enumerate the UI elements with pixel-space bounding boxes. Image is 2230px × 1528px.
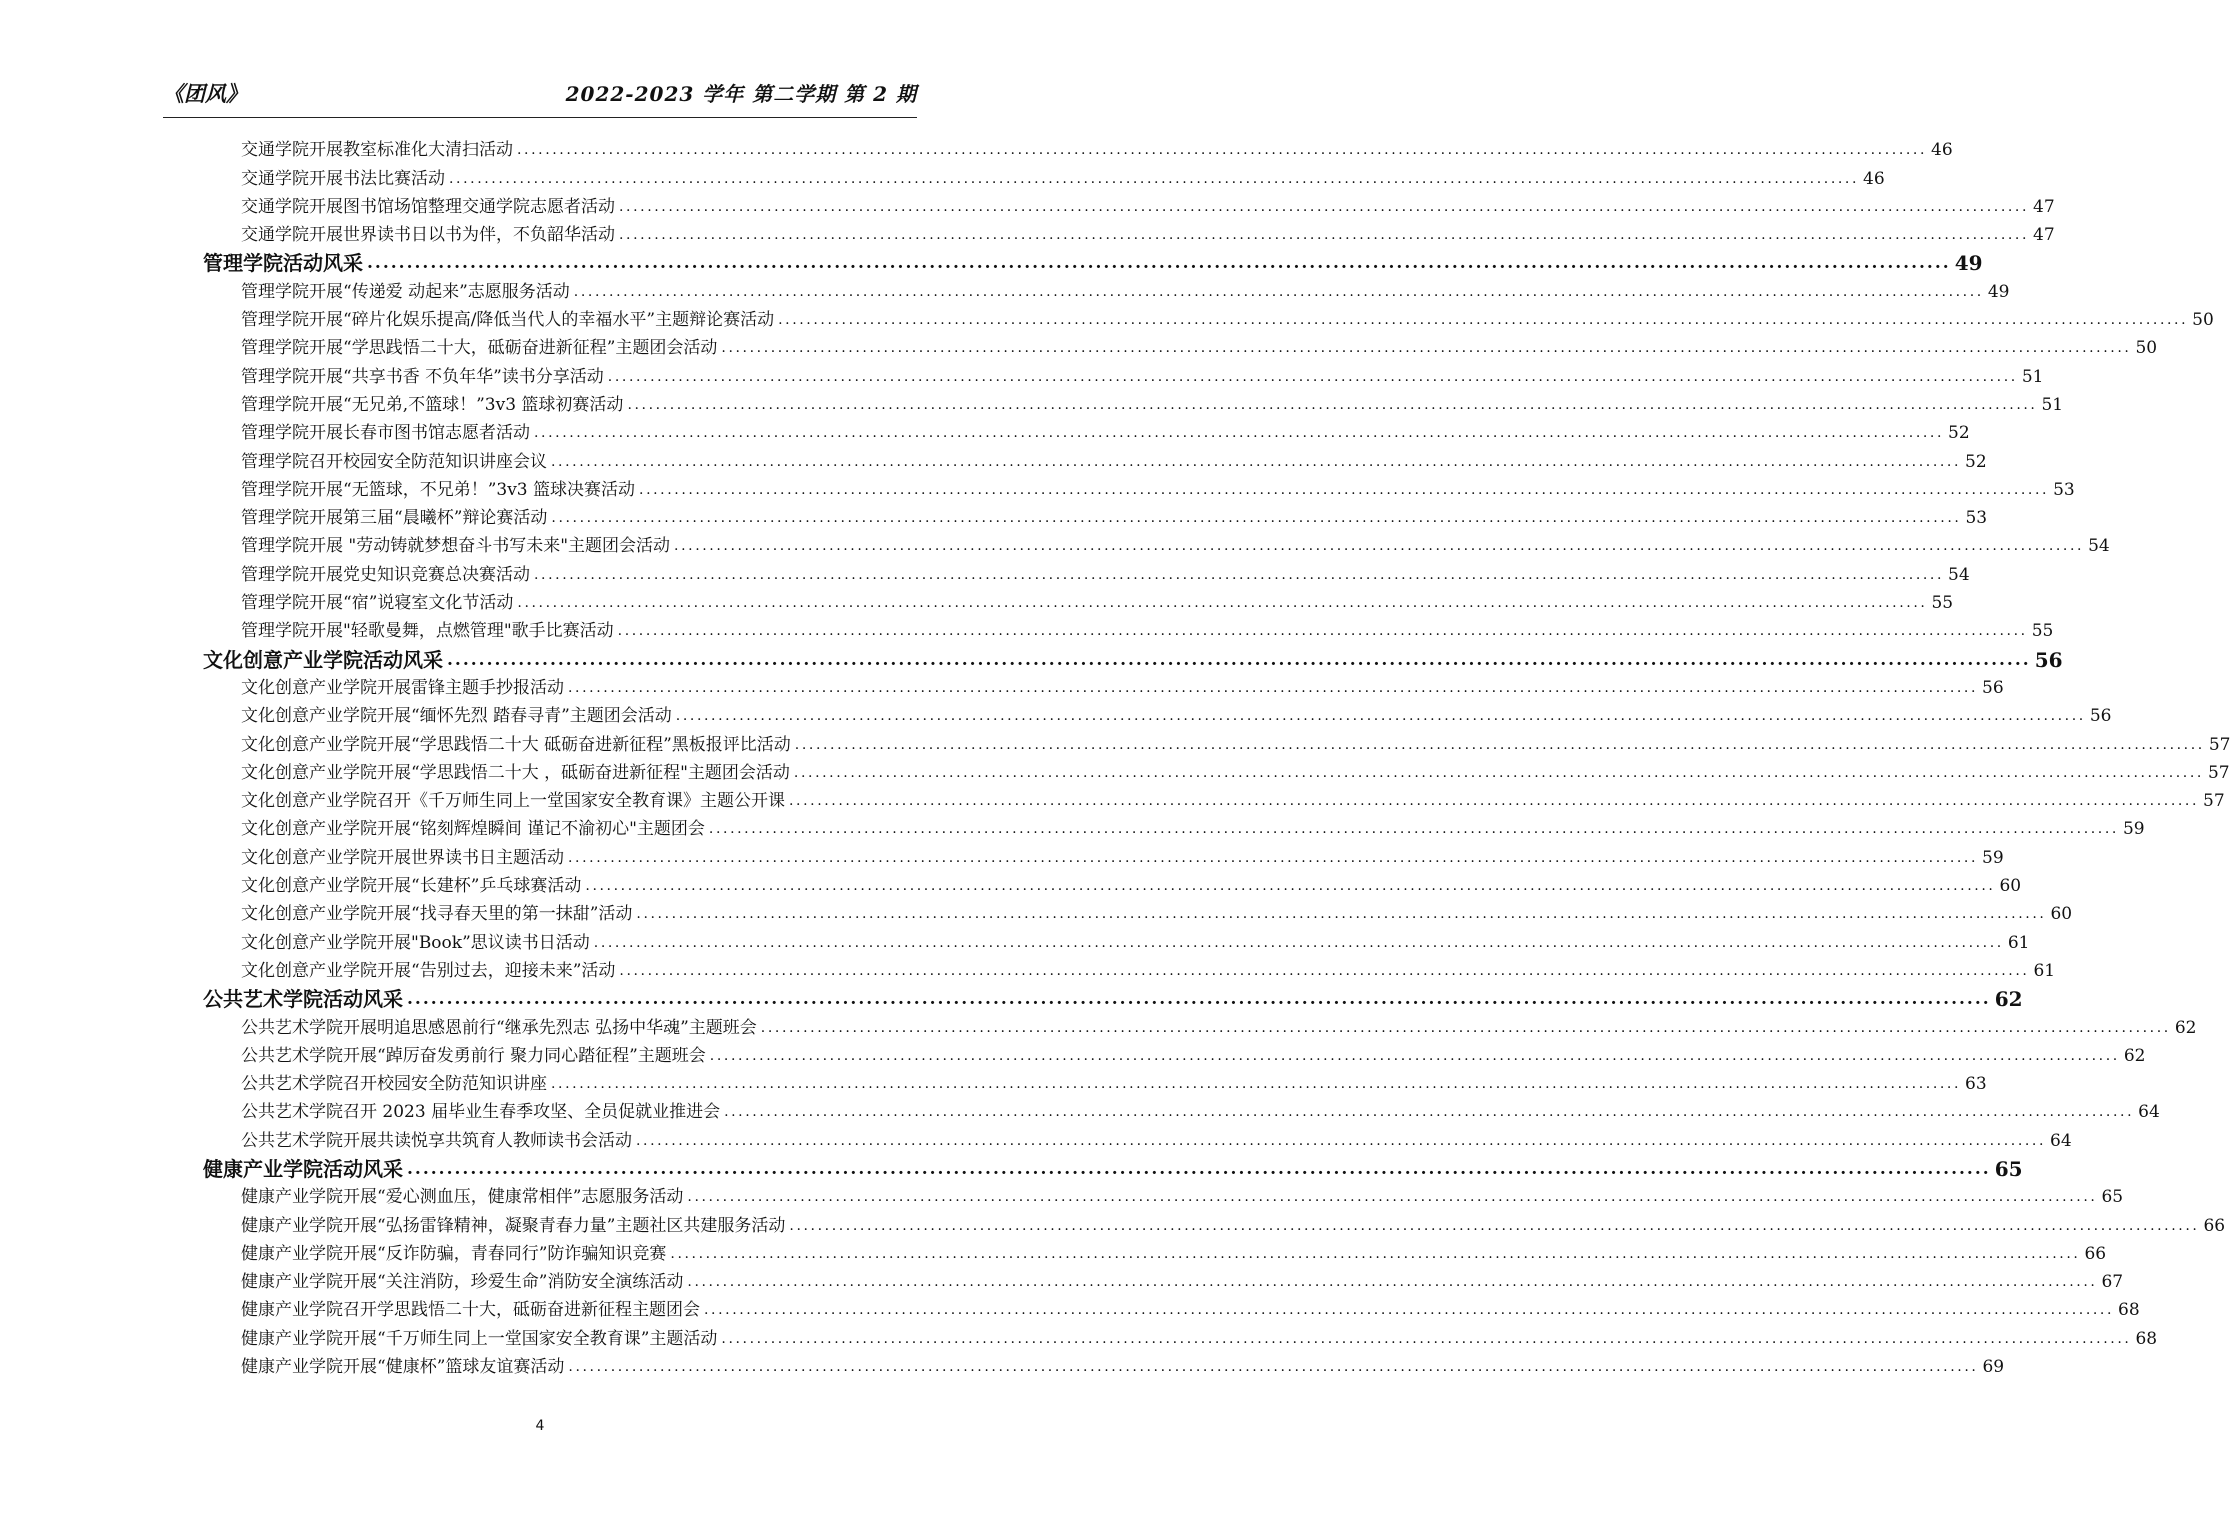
toc-section-heading[interactable] bbox=[203, 1155, 2023, 1183]
toc-entry-page: 56 bbox=[1982, 677, 2004, 698]
dot-leader: ........................................................................................................................................................................................................ bbox=[619, 962, 2030, 979]
toc-entry-page: 46 bbox=[1931, 140, 1953, 161]
toc-entry[interactable] bbox=[241, 277, 2010, 305]
toc-entry[interactable] bbox=[241, 164, 1885, 192]
toc-entry-title: 管理学院开展“碎片化娱乐提高/降低当代人的幸福水平”主题辩论赛活动 bbox=[241, 310, 775, 331]
toc-entry-title: 文化创意产业学院活动风采 bbox=[203, 647, 443, 672]
toc-entry[interactable] bbox=[241, 1042, 2146, 1070]
toc-entry-page: 49 bbox=[1987, 281, 2010, 302]
dot-leader: ........................................................................................................................................................................................................ bbox=[778, 312, 2189, 329]
dot-leader: ........................................................................................................................................................................................................ bbox=[760, 1019, 2171, 1036]
toc-entry-title: 健康产业学院活动风采 bbox=[203, 1156, 403, 1181]
toc-entry[interactable] bbox=[241, 419, 1970, 447]
toc-entry-title: 文化创意产业学院开展雷锋主题手抄报活动 bbox=[241, 677, 564, 698]
toc-entry-page: 65 bbox=[1994, 1156, 2023, 1181]
toc-entry-title: 管理学院开展“共享书香 不负年华”读书分享活动 bbox=[241, 366, 604, 387]
dot-leader: ........................................................................................................................................................................................................ bbox=[789, 793, 2200, 810]
toc-entry-page: 60 bbox=[2050, 904, 2073, 925]
toc-entry-page: 64 bbox=[2050, 1130, 2072, 1151]
toc-entry-page: 61 bbox=[2033, 960, 2056, 981]
toc-entry[interactable] bbox=[241, 1098, 2160, 1126]
dot-leader: ........................................................................................................................................................................................................ bbox=[721, 1330, 2132, 1347]
dot-leader: ........................................................................................................................................................................................................ bbox=[517, 142, 1928, 159]
toc-entry-title: 管理学院开展“无兄弟,不篮球！”3v3 篮球初赛活动 bbox=[241, 394, 624, 415]
toc-entry[interactable] bbox=[241, 362, 2044, 390]
toc-entry-title: 健康产业学院开展“爱心测血压，健康常相伴”志愿服务活动 bbox=[241, 1187, 684, 1208]
toc-entry-page: 50 bbox=[2192, 310, 2214, 331]
toc-entry-title: 交通学院开展图书馆场馆整理交通学院志愿者活动 bbox=[241, 196, 615, 217]
toc-entry[interactable] bbox=[241, 674, 2004, 702]
toc-entry[interactable] bbox=[241, 306, 2214, 334]
toc-entry-title: 管理学院开展长春市图书馆志愿者活动 bbox=[241, 423, 530, 444]
toc-entry-page: 59 bbox=[1982, 847, 2004, 868]
toc-entry[interactable] bbox=[241, 1296, 2140, 1324]
dot-leader: ........................................................................................................................................................................................................ bbox=[639, 481, 2050, 498]
dot-leader: ........................................................................................................................................................................................................ bbox=[619, 198, 2030, 215]
toc-entry[interactable] bbox=[241, 391, 2064, 419]
dot-leader: ........................................................................................................................................................................................................ bbox=[447, 649, 2031, 670]
dot-leader: ........................................................................................................................................................................................................ bbox=[585, 878, 1996, 895]
toc-entry-title: 管理学院开展“学思践悟二十大，砥砺奋进新征程”主题团会活动 bbox=[241, 338, 718, 359]
toc-entry-title: 交通学院开展教室标准化大清扫活动 bbox=[241, 140, 513, 161]
toc-entry-title: 文化创意产业学院开展“缅怀先烈 踏春寻青”主题团会活动 bbox=[241, 706, 672, 727]
toc-entry-title: 公共艺术学院开展明追思感恩前行“继承先烈志 弘扬中华魂”主题班会 bbox=[241, 1017, 757, 1038]
toc-entry[interactable] bbox=[241, 957, 2056, 985]
toc-entry-page: 59 bbox=[2122, 819, 2145, 840]
toc-entry[interactable] bbox=[241, 532, 2110, 560]
toc-entry-page: 57 bbox=[2203, 791, 2225, 812]
toc-entry-title: 文化创意产业学院开展世界读书日主题活动 bbox=[241, 847, 564, 868]
toc-entry[interactable] bbox=[241, 872, 2022, 900]
dot-leader: ........................................................................................................................................................................................................ bbox=[367, 253, 1951, 274]
dot-leader: ........................................................................................................................................................................................................ bbox=[789, 1217, 2200, 1234]
toc-entry-page: 69 bbox=[1982, 1357, 2005, 1378]
dot-leader: ........................................................................................................................................................................................................ bbox=[709, 1047, 2120, 1064]
toc-entry-title: 公共艺术学院召开 2023 届毕业生春季攻坚、全员促就业推进会 bbox=[241, 1102, 721, 1123]
toc-entry-title: 文化创意产业学院开展“学思践悟二十大 ，砥砺奋进新征程"主题团会活动 bbox=[241, 762, 790, 783]
toc-entry[interactable] bbox=[241, 730, 2230, 758]
toc-entry-title: 公共艺术学院召开校园安全防范知识讲座 bbox=[241, 1074, 547, 1095]
dot-leader: ........................................................................................................................................................................................................ bbox=[551, 1076, 1962, 1093]
dot-leader: ........................................................................................................................................................................................................ bbox=[568, 679, 1979, 696]
toc-entry-title: 文化创意产业学院开展“铭刻辉煌瞬间 谨记不渝初心"主题团会 bbox=[241, 819, 705, 840]
toc-entry-page: 53 bbox=[1965, 508, 1988, 529]
toc-entry[interactable] bbox=[241, 1353, 2005, 1381]
toc-entry-page: 62 bbox=[2123, 1045, 2146, 1066]
toc-entry-page: 46 bbox=[1863, 168, 1885, 189]
toc-entry-title: 文化创意产业学院开展“学思践悟二十大 砥砺奋进新征程”黑板报评比活动 bbox=[241, 734, 791, 755]
toc-entry-title: 健康产业学院开展“健康杯”篮球友谊赛活动 bbox=[241, 1357, 565, 1378]
toc-entry-page: 54 bbox=[1948, 564, 1970, 585]
toc-entry[interactable] bbox=[241, 221, 2055, 249]
dot-leader: ........................................................................................................................................................................................................ bbox=[627, 396, 2038, 413]
dot-leader: ........................................................................................................................................................................................................ bbox=[721, 340, 2132, 357]
toc-entry-title: 管理学院开展党史知识竞赛总决赛活动 bbox=[241, 564, 530, 585]
toc-entry-page: 54 bbox=[2088, 536, 2110, 557]
toc-section-heading[interactable] bbox=[203, 249, 1983, 277]
toc-entry-page: 56 bbox=[2034, 647, 2063, 672]
page-number: 4 bbox=[535, 1418, 545, 1434]
toc-entry-page: 62 bbox=[1994, 987, 2023, 1012]
toc-entry[interactable] bbox=[241, 759, 2230, 787]
toc-entry[interactable] bbox=[241, 193, 2055, 221]
toc-entry-page: 52 bbox=[1965, 451, 1987, 472]
issue-info: 2022-2023 学年 第二学期 第 2 期 bbox=[565, 82, 917, 106]
toc-entry-title: 健康产业学院开展“弘扬雷锋精神，凝聚青春力量”主题社区共建服务活动 bbox=[241, 1215, 786, 1236]
dot-leader: ........................................................................................................................................................................................................ bbox=[449, 170, 1860, 187]
toc-entry-page: 51 bbox=[2041, 394, 2064, 415]
toc-entry[interactable] bbox=[241, 589, 1954, 617]
toc-entry-page: 68 bbox=[2118, 1300, 2140, 1321]
dot-leader: ........................................................................................................................................................................................................ bbox=[687, 1189, 2098, 1206]
toc-entry-page: 55 bbox=[2031, 621, 2054, 642]
toc-entry[interactable] bbox=[241, 1240, 2107, 1268]
dot-leader: ........................................................................................................................................................................................................ bbox=[793, 764, 2204, 781]
toc-entry[interactable] bbox=[241, 900, 2073, 928]
dot-leader: ........................................................................................................................................................................................................ bbox=[687, 1274, 2098, 1291]
header-divider bbox=[163, 117, 917, 118]
toc-entry-title: 交通学院开展书法比赛活动 bbox=[241, 168, 445, 189]
toc-entry-page: 50 bbox=[2135, 338, 2158, 359]
toc-entry-title: 公共艺术学院开展“踔厉奋发勇前行 聚力同心踏征程”主题班会 bbox=[241, 1045, 706, 1066]
dot-leader: ........................................................................................................................................................................................................ bbox=[724, 1104, 2135, 1121]
toc-entry-page: 57 bbox=[2207, 762, 2230, 783]
page-header bbox=[163, 78, 917, 108]
toc-entry-title: 公共艺术学院活动风采 bbox=[203, 987, 403, 1012]
toc-entry-title: 文化创意产业学院召开《千万师生同上一堂国家安全教育课》主题公开课 bbox=[241, 791, 785, 812]
toc-entry-title: 管理学院开展"轻歌曼舞，点燃管理"歌手比赛活动 bbox=[241, 621, 614, 642]
toc-entry[interactable] bbox=[241, 1183, 2124, 1211]
toc-entry[interactable] bbox=[241, 1126, 2072, 1154]
toc-entry[interactable] bbox=[241, 815, 2145, 843]
dot-leader: ........................................................................................................................................................................................................ bbox=[573, 283, 1984, 300]
toc-entry[interactable] bbox=[241, 787, 2225, 815]
dot-leader: ........................................................................................................................................................................................................ bbox=[617, 623, 2028, 640]
toc-entry-title: 健康产业学院召开学思践悟二十大，砥砺奋进新征程主题团会 bbox=[241, 1300, 700, 1321]
dot-leader: ........................................................................................................................................................................................................ bbox=[551, 453, 1962, 470]
toc-entry-page: 57 bbox=[2208, 734, 2230, 755]
table-of-contents bbox=[0, 136, 2230, 1381]
dot-leader: ........................................................................................................................................................................................................ bbox=[708, 821, 2119, 838]
toc-entry-title: 健康产业学院开展“关注消防，珍爱生命”消防安全演练活动 bbox=[241, 1272, 684, 1293]
toc-entry-page: 55 bbox=[1931, 593, 1954, 614]
dot-leader: ........................................................................................................................................................................................................ bbox=[534, 425, 1945, 442]
dot-leader: ........................................................................................................................................................................................................ bbox=[636, 906, 2047, 923]
dot-leader: ........................................................................................................................................................................................................ bbox=[675, 708, 2086, 725]
dot-leader: ........................................................................................................................................................................................................ bbox=[593, 934, 2004, 951]
toc-entry-title: 管理学院开展“传递爱 动起来”志愿服务活动 bbox=[241, 281, 570, 302]
toc-entry-page: 65 bbox=[2101, 1187, 2124, 1208]
toc-entry[interactable] bbox=[241, 843, 2004, 871]
toc-entry[interactable] bbox=[241, 617, 2054, 645]
toc-entry-page: 66 bbox=[2084, 1243, 2107, 1264]
toc-entry-page: 53 bbox=[2053, 479, 2075, 500]
toc-entry-title: 管理学院开展第三届“晨曦杯”辩论赛活动 bbox=[241, 508, 548, 529]
toc-entry-page: 62 bbox=[2174, 1017, 2197, 1038]
toc-entry-page: 52 bbox=[1948, 423, 1970, 444]
toc-entry-page: 64 bbox=[2138, 1102, 2160, 1123]
toc-entry[interactable] bbox=[241, 476, 2075, 504]
toc-entry-title: 管理学院召开校园安全防范知识讲座会议 bbox=[241, 451, 547, 472]
toc-entry-page: 68 bbox=[2135, 1328, 2158, 1349]
toc-entry-title: 公共艺术学院开展共读悦享共筑育人教师读书会活动 bbox=[241, 1130, 632, 1151]
toc-entry-title: 文化创意产业学院开展“告别过去，迎接未来”活动 bbox=[241, 960, 616, 981]
dot-leader: ........................................................................................................................................................................................................ bbox=[636, 1132, 2047, 1149]
toc-entry[interactable] bbox=[241, 928, 2030, 956]
toc-entry[interactable] bbox=[241, 447, 1987, 475]
dot-leader: ........................................................................................................................................................................................................ bbox=[407, 1158, 1991, 1179]
toc-entry[interactable] bbox=[241, 334, 2158, 362]
toc-entry-title: 管理学院开展“宿”说寝室文化节活动 bbox=[241, 593, 514, 614]
toc-entry-page: 60 bbox=[1999, 876, 2022, 897]
toc-entry-title: 管理学院开展 "劳动铸就梦想奋斗书写未来"主题团会活动 bbox=[241, 536, 671, 557]
toc-entry-page: 66 bbox=[2203, 1215, 2226, 1236]
toc-entry[interactable] bbox=[241, 1324, 2158, 1352]
toc-entry-title: 交通学院开展世界读书日以书为伴，不负韶华活动 bbox=[241, 225, 615, 246]
toc-entry-title: 管理学院活动风采 bbox=[203, 251, 363, 276]
toc-entry[interactable] bbox=[241, 1268, 2124, 1296]
toc-entry-title: 健康产业学院开展“反诈防骗，青春同行”防诈骗知识竞赛 bbox=[241, 1243, 667, 1264]
dot-leader: ........................................................................................................................................................................................................ bbox=[674, 538, 2085, 555]
dot-leader: ........................................................................................................................................................................................................ bbox=[568, 1359, 1979, 1376]
dot-leader: ........................................................................................................................................................................................................ bbox=[534, 566, 1945, 583]
toc-entry[interactable] bbox=[241, 504, 1988, 532]
journal-title: 《团风》 bbox=[163, 81, 247, 106]
dot-leader: ........................................................................................................................................................................................................ bbox=[407, 989, 1991, 1010]
toc-entry[interactable] bbox=[241, 1211, 2226, 1239]
dot-leader: ........................................................................................................................................................................................................ bbox=[568, 849, 1979, 866]
toc-entry-page: 47 bbox=[2033, 196, 2055, 217]
toc-entry-page: 47 bbox=[2033, 225, 2055, 246]
dot-leader: ........................................................................................................................................................................................................ bbox=[607, 368, 2018, 385]
toc-entry[interactable] bbox=[241, 702, 2112, 730]
dot-leader: ........................................................................................................................................................................................................ bbox=[704, 1302, 2115, 1319]
toc-entry-title: 文化创意产业学院开展“找寻春天里的第一抹甜”活动 bbox=[241, 904, 633, 925]
dot-leader: ........................................................................................................................................................................................................ bbox=[517, 595, 1928, 612]
dot-leader: ........................................................................................................................................................................................................ bbox=[794, 736, 2205, 753]
toc-entry-title: 文化创意产业学院开展"Book”思议读书日活动 bbox=[241, 932, 590, 953]
toc-entry-page: 67 bbox=[2101, 1272, 2124, 1293]
toc-entry-title: 健康产业学院开展“千万师生同上一堂国家安全教育课”主题活动 bbox=[241, 1328, 718, 1349]
toc-entry-title: 管理学院开展“无篮球，不兄弟！”3v3 篮球决赛活动 bbox=[241, 479, 636, 500]
toc-entry-page: 51 bbox=[2021, 366, 2044, 387]
toc-entry[interactable] bbox=[241, 1013, 2197, 1041]
dot-leader: ........................................................................................................................................................................................................ bbox=[551, 510, 1962, 527]
dot-leader: ........................................................................................................................................................................................................ bbox=[619, 227, 2030, 244]
toc-section-heading[interactable] bbox=[203, 985, 2023, 1013]
toc-section-heading[interactable] bbox=[203, 645, 2063, 673]
toc-entry[interactable] bbox=[241, 1070, 1987, 1098]
toc-entry-page: 61 bbox=[2007, 932, 2030, 953]
toc-entry-page: 63 bbox=[1965, 1074, 1987, 1095]
toc-entry-title: 文化创意产业学院开展“长建杯”乒乓球赛活动 bbox=[241, 876, 582, 897]
toc-entry-page: 49 bbox=[1954, 251, 1983, 276]
toc-entry[interactable] bbox=[241, 560, 1970, 588]
toc-entry[interactable] bbox=[241, 136, 1953, 164]
dot-leader: ........................................................................................................................................................................................................ bbox=[670, 1245, 2081, 1262]
toc-entry-page: 56 bbox=[2089, 706, 2112, 727]
